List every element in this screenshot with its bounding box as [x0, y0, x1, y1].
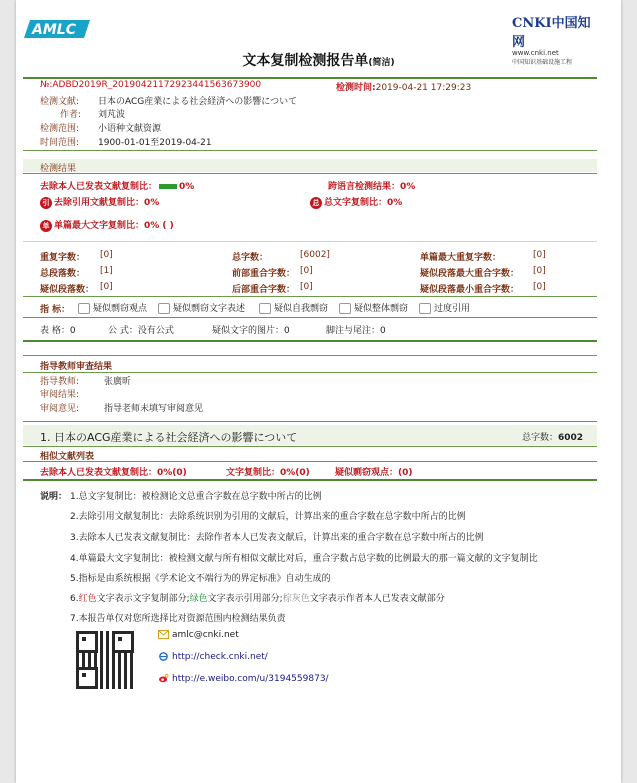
contact-site[interactable]: http://check.cnki.net/ [158, 652, 268, 662]
note-item: 5.指标是由系统根据《学术论文不端行为的界定标准》自动生成的 [70, 574, 331, 584]
detect-time: 检测时间:2019-04-21 17:29:23 [336, 83, 472, 93]
stat-value: [1] [100, 266, 113, 276]
note-item-colors: 6.红色文字表示文字复制部分;绿色文字表示引用部分;棕灰色文字表示作者本人已发表文献部分 [70, 594, 445, 604]
divider [23, 173, 597, 174]
period-label: 时间范围: [40, 138, 80, 148]
divider [23, 446, 597, 447]
single-badge-icon: 单 [40, 220, 52, 232]
stat-label: 疑似段落最小重合字数： [420, 285, 520, 295]
divider [23, 296, 597, 297]
paper-title: 1. 日本のACG産業による社会経済への影響について [40, 431, 298, 444]
stat-label: 总段落数： [40, 269, 86, 279]
period-value: 1900-01-01至2019-04-21 [98, 138, 212, 148]
similar-plagiarism: 疑似剽窃观点：(0) [335, 468, 413, 478]
note-item: 3.去除本人已发表文献复制比：去除作者本人已发表文献后，计算出来的重合字数在总字数中所占的比例 [70, 533, 484, 543]
formula-count: 公 式：没有公式 [108, 326, 174, 336]
stat-value: [0] [300, 266, 313, 276]
stat-value: [0] [100, 250, 113, 260]
review-result-label: 审阅结果: [40, 390, 80, 400]
review-opinion-label: 审阅意见: [40, 404, 80, 414]
range-value: 小语种文献资源 [98, 124, 162, 134]
notes-label: 说明： [40, 492, 68, 502]
contact-email[interactable]: amlc@cnki.net [158, 630, 239, 640]
stat-label: 疑似段落数： [40, 285, 95, 295]
qr-code [76, 631, 134, 689]
indicator-option[interactable]: 疑似剽窃观点 [78, 301, 147, 314]
divider [23, 479, 597, 481]
divider [23, 355, 597, 356]
range-label: 检测范围: [40, 124, 80, 134]
cnki-logo: CNKI中国知网 www.cnki.net 中国知识基础设施工程 [512, 16, 591, 66]
divider [23, 77, 597, 79]
divider [23, 340, 597, 342]
paper-word-count: 总字数：6002 [522, 433, 584, 443]
stat-label: 疑似段落最大重合字数： [420, 269, 520, 279]
svg-text:AMLC: AMLC [32, 22, 76, 38]
amlc-logo [24, 18, 90, 38]
author-value: 刘芃波 [98, 110, 126, 120]
contact-weibo[interactable]: http://e.weibo.com/u/3194559873/ [158, 674, 329, 684]
divider [23, 461, 597, 462]
divider [23, 150, 597, 151]
stat-label: 单篇最大重复字数： [420, 253, 502, 263]
image-count: 疑似文字的图片：0 [212, 326, 290, 336]
cross-language-result: 跨语言检测结果：0% [328, 182, 416, 192]
divider [23, 372, 597, 373]
divider [23, 317, 597, 318]
cite-badge-icon: 引 [40, 197, 52, 209]
table-count: 表 格：0 [40, 326, 76, 336]
checkbox[interactable] [339, 303, 351, 314]
indicator-label: 指 标： [40, 305, 71, 315]
teacher-label: 指导教师: [40, 377, 80, 387]
author-label: 作者: [60, 110, 82, 120]
weibo-icon [158, 674, 169, 683]
divider [23, 241, 597, 242]
indicator-option[interactable]: 疑似剽窃文字表述 [158, 301, 245, 314]
indicator-option[interactable]: 过度引用 [419, 301, 470, 314]
total-badge-icon: 总 [310, 197, 322, 209]
checkbox[interactable] [158, 303, 170, 314]
similar-self-excluded: 去除本人已发表文献复制比：0%(0) [40, 468, 187, 478]
stat-value: [0] [300, 282, 313, 292]
ratio-bar [159, 184, 177, 189]
ie-icon [158, 652, 169, 661]
stat-value: [0] [100, 282, 113, 292]
stat-value: [0] [533, 266, 546, 276]
stat-value: [6002] [300, 250, 330, 260]
stat-label: 后部重合字数： [232, 285, 296, 295]
self-excluded-ratio: 去除本人已发表文献复制比： 0% [40, 182, 195, 192]
citation-excluded-ratio: 引 去除引用文献复制比：0% [40, 195, 159, 209]
similar-copy-ratio: 文字复制比：0%(0) [226, 468, 310, 478]
results-header-bg [23, 159, 597, 172]
mail-icon [158, 630, 169, 639]
note-item: 1.总文字复制比：被检测论文总重合字数在总字数中所占的比例 [70, 492, 322, 502]
note-item: 2.去除引用文献复制比：去除系统识别为引用的文献后，计算出来的重合字数在总字数中所占的比例 [70, 512, 466, 522]
note-item: 7.本报告单仅对您所选择比对资源范围内检测结果负责 [70, 614, 286, 624]
stat-label: 总字数： [232, 253, 269, 263]
checkbox[interactable] [419, 303, 431, 314]
checkbox[interactable] [78, 303, 90, 314]
doc-value: 日本のACG産業による社会経済への影響について [98, 97, 298, 107]
doc-label: 检测文献: [40, 97, 80, 107]
checkbox[interactable] [259, 303, 271, 314]
stat-value: [0] [533, 282, 546, 292]
footnote-count: 脚注与尾注：0 [326, 326, 386, 336]
single-max-ratio: 单 单篇最大文字复制比：0% ( ) [40, 218, 174, 232]
stat-value: [0] [533, 250, 546, 260]
results-section-title: 检测结果 [40, 164, 77, 174]
teacher-value: 张廣昕 [104, 377, 132, 387]
stat-label: 前部重合字数： [232, 269, 296, 279]
report-title: 文本复制检测报告单(简洁) [242, 53, 395, 69]
indicator-option[interactable]: 疑似整体剽窃 [339, 301, 408, 314]
note-item: 4.单篇最大文字复制比：被检测文献与所有相似文献比对后，重合字数占总字数的比例最大的那一篇文献的文字复制比 [70, 554, 538, 564]
review-section-title: 指导教师审查结果 [40, 362, 113, 372]
report-id: №:ADBD2019R_20190421172923441563673900 [40, 80, 262, 90]
indicator-option[interactable]: 疑似自我剽窃 [259, 301, 328, 314]
total-copy-ratio: 总 总文字复制比：0% [310, 195, 402, 209]
similar-list-title: 相似文献列表 [40, 452, 95, 462]
stat-label: 重复字数： [40, 253, 86, 263]
review-opinion-value: 指导老师未填写审阅意见 [104, 404, 204, 414]
divider [23, 421, 597, 422]
